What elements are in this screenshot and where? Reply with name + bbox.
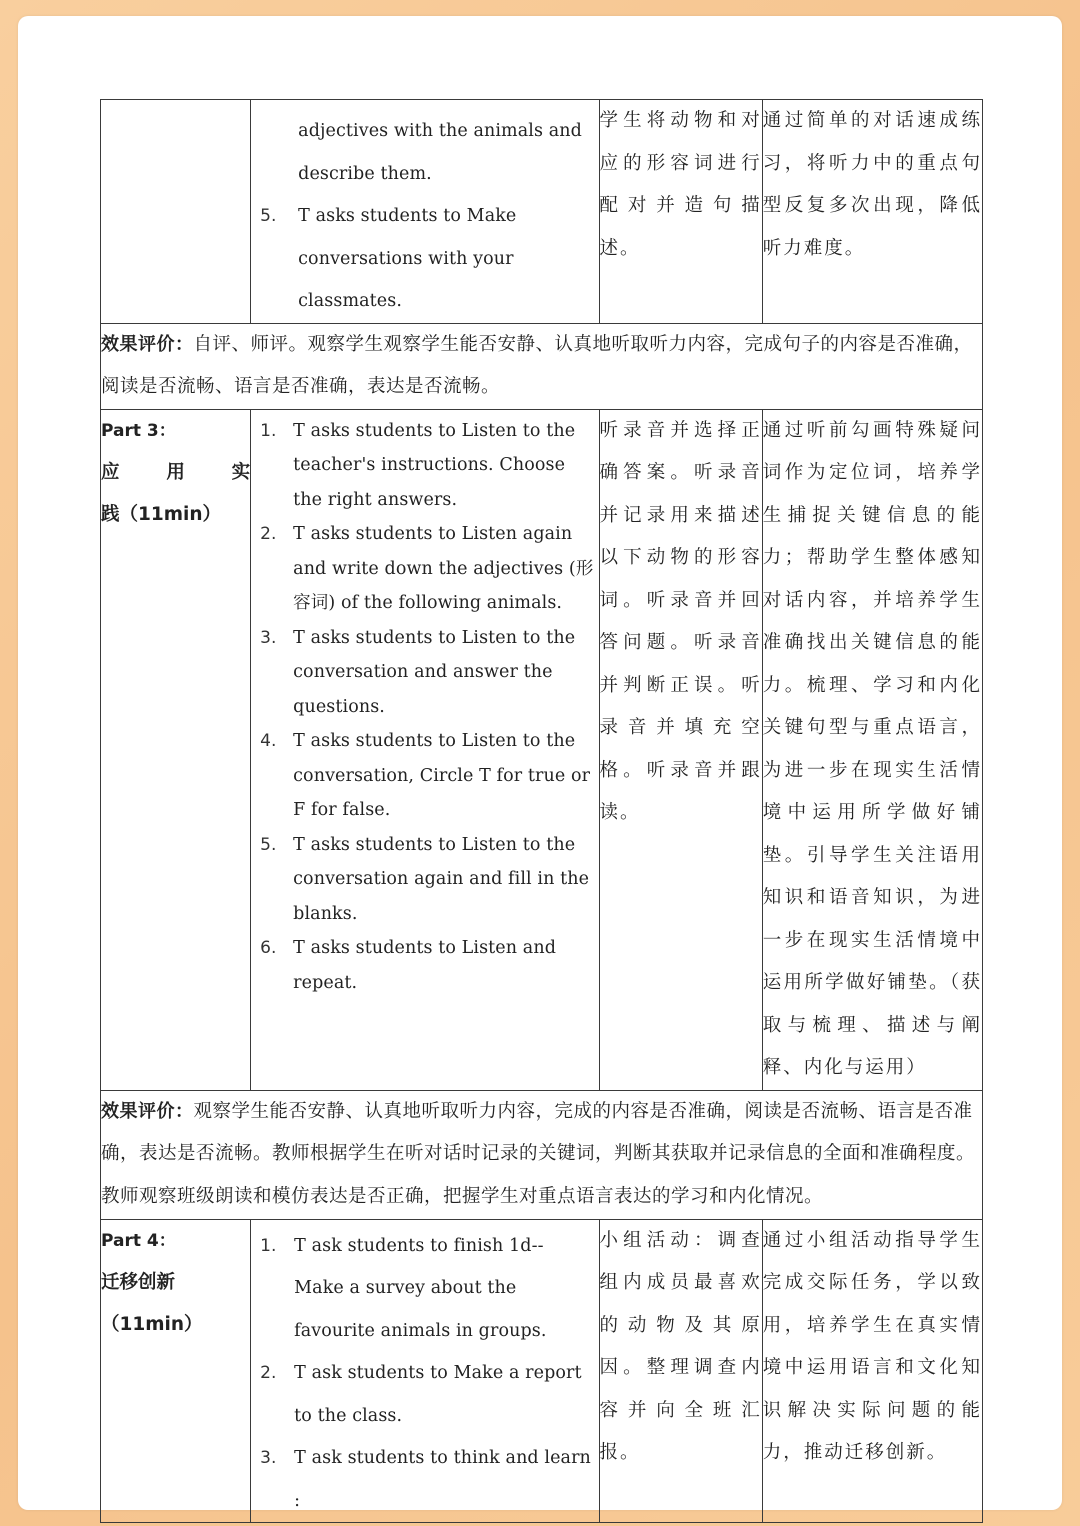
list-number: 6. (260, 938, 277, 958)
evaluation-text: 观察学生能否安静、认真地听取听力内容，完成的内容是否准确，阅读是否流畅、语言是否准确，表达是否流畅。教师根据学生在听对话时记录的关键词，判断其获取并记录信息的全面和准确程度。教师观察班级朗读和模仿表达是否正确，把握学生对重点语言表达的学习和内化情况。 (101, 1100, 976, 1207)
table-row (101, 409, 983, 1090)
evaluation-cell (101, 1090, 983, 1219)
activity-text: adjectives with the animals and describe them. (298, 121, 582, 184)
stage-time: 践（11min） (101, 503, 222, 525)
part-label: Part 3： (101, 420, 176, 441)
list-number: 5. (260, 206, 277, 226)
part-label: Part 4： (101, 1230, 176, 1251)
evaluation-text: 自评、师评。观察学生观察学生能否安静、认真地听取听力内容，完成句子的内容是否准确，阅读是否流畅、语言是否准确，表达是否流畅。 (101, 333, 973, 397)
teacher-activity-cell (251, 409, 599, 1090)
activity-list (251, 100, 598, 323)
table-row (101, 1090, 983, 1219)
design-intent-cell: 通过小组活动指导学生完成交际任务，学以致用，培养学生在真实情境中运用语言和文化知识解决实际问题的能力，推动迁移创新。 (762, 1219, 982, 1523)
list-number: 2. (260, 524, 277, 544)
stage-cell (101, 1219, 251, 1523)
evaluation-label: 效果评价： (101, 333, 194, 355)
list-number: 2. (260, 1363, 277, 1383)
list-item: 5. T asks students to Listen to the conversation again and fill in the blanks. (293, 828, 594, 932)
list-item (298, 110, 598, 195)
activity-list (251, 410, 598, 1001)
activity-list (251, 1220, 598, 1523)
list-item: 1. T ask students to finish 1d-- Make a survey about the favourite animals in groups. (294, 1225, 594, 1353)
list-number: 3. (260, 1448, 277, 1468)
table-row (101, 1219, 983, 1523)
list-item: 3. T asks students to Listen to the conversation and answer the questions. (293, 621, 594, 725)
stage-name: 应 用 实 (101, 461, 251, 483)
list-item (260, 195, 598, 323)
list-item: 1. T asks students to Listen to the teacher's instructions. Choose the right answers. (293, 414, 594, 518)
list-number: 5. (260, 834, 277, 855)
stage-cell (101, 409, 251, 1090)
list-number: 1. (260, 1235, 277, 1256)
evaluation-cell (101, 323, 983, 409)
teacher-activity-cell (251, 100, 599, 324)
design-intent-cell: 通过听前勾画特殊疑问词作为定位词，培养学生捕捉关键信息的能力；帮助学生整体感知对话内容，并培养学生准确找出关键信息的能力。梳理、学习和内化关键句型与重点语言，为进一步在现实生活情境中运用所学做好铺垫。引导学生关注语用知识和语音知识，为进一步在现实生活情境中运用所学做好铺垫。（获取与梳理、描述与阐释、内化与运用） (762, 409, 982, 1090)
student-activity-cell: 小组活动：调查组内成员最喜欢的动物及其原因。整理调查内容并向全班汇报。 (599, 1219, 762, 1523)
table-row (101, 323, 983, 409)
evaluation-label: 效果评价： (101, 1100, 194, 1122)
stage-name: 迁移创新 (101, 1271, 176, 1293)
list-item: 3. T ask students to think and learn : (294, 1437, 594, 1522)
list-number: 1. (260, 420, 277, 441)
teacher-activity-cell (251, 1219, 599, 1523)
stage-cell (101, 100, 251, 324)
list-item: 2. T asks students to Listen again and write down the adjectives (形容词) of the following animals. (293, 517, 594, 621)
lesson-plan-table (100, 99, 983, 1523)
list-item: 6. T asks students to Listen and repeat. (293, 931, 594, 1000)
list-number: 4. (260, 731, 277, 751)
activity-text: T asks students to Make conversations with your classmates. (298, 206, 517, 311)
list-number: 3. (260, 627, 277, 648)
design-intent-cell: 通过简单的对话速成练习，将听力中的重点句型反复多次出现，降低听力难度。 (762, 100, 982, 324)
student-activity-cell: 学生将动物和对应的形容词进行配对并造句描述。 (599, 100, 762, 324)
student-activity-cell: 听录音并选择正确答案。听录音并记录用来描述以下动物的形容词。听录音并回答问题。听录音并判断正误。听录音并填充空格。听录音并跟读。 (599, 409, 762, 1090)
list-item: 4. T asks students to Listen to the conversation, Circle T for true or F for false. (293, 724, 594, 828)
table-row (101, 100, 983, 324)
list-item: 2. T ask students to Make a report to the class. (294, 1352, 594, 1437)
stage-time: （11min） (101, 1313, 203, 1335)
